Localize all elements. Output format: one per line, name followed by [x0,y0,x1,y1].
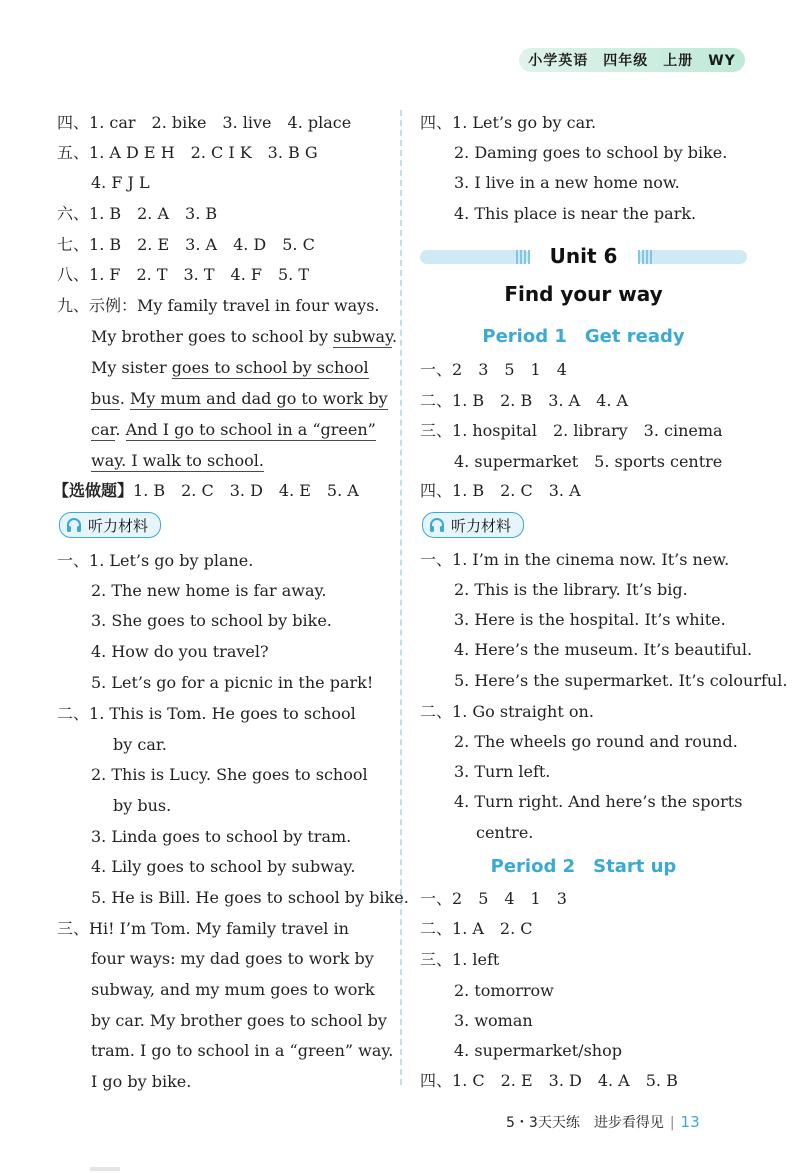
p2-answer-1: 一、2 5 4 1 3 [420,889,567,908]
q9-line-5: car. And I go to school in a “green” [91,420,376,439]
book-info-tag: 小学英语 四年级 上册 WY [519,48,745,72]
bottom-edge-mark [90,1167,120,1171]
footer-brand: 5・3天天练 进步看得见 [506,1115,664,1131]
answer-q6: 六、1. B 2. A 3. B [57,204,218,223]
q4-item-1: 1. car [89,113,136,132]
answer-r4: 四、1. Let’s go by car. [420,113,597,132]
listening-r1: 一、1. I’m in the cinema now. It’s new. [420,550,730,569]
q4-item-2: 2. bike [151,113,207,132]
period-1-title: Period 1 Get ready [482,326,685,347]
listening-q2-item-4: 4. Lily goes to school by subway. [91,857,356,876]
listening-q2-item-5: 5. He is Bill. He goes to school by bike. [91,888,409,907]
listening-q1-item-5: 5. Let’s go for a picnic in the park! [91,673,374,692]
q9-line-2: My brother goes to school by subway. [91,327,398,346]
listening-q2-item-2-cont: by bus. [113,796,172,815]
answer-r4-item-4: 4. This place is near the park. [454,204,697,223]
page-number: 13 [680,1113,700,1131]
listening-q1-item-3: 3. She goes to school by bike. [91,611,332,630]
listening-q3-line-3: subway, and my mum goes to work [91,980,375,999]
page-footer [506,1112,700,1132]
unit-title: Unit 6 [549,244,618,268]
listening-r2-item-4-cont: centre. [476,823,534,842]
listening-q3-line-2: four ways: my dad goes to work by [91,949,374,968]
listening-r2: 二、1. Go straight on. [420,702,594,721]
listening-r2-item-2: 2. The wheels go round and round. [454,732,738,751]
listening-q1-item-4: 4. How do you travel? [91,642,269,661]
p2-answer-4: 四、1. C 2. E 3. D 4. A 5. B [420,1071,678,1090]
answer-q5-cont: 4. F J L [91,173,150,192]
listening-q3-line-5: tram. I go to school in a “green” way. [91,1041,394,1060]
listening-q1-item-2: 2. The new home is far away. [91,581,327,600]
q9-line-6: way. I walk to school. [91,451,264,470]
footer-separator: | [669,1115,675,1131]
p1-answer-4: 四、1. B 2. C 3. A [420,481,581,500]
answer-r4-item-2: 2. Daming goes to school by bike. [454,143,728,162]
listening-q2-item-3: 3. Linda goes to school by tram. [91,827,352,846]
listening-q3-line-4: by car. My brother goes to school by [91,1011,387,1030]
headphones-icon [429,517,445,533]
listening-r1-item-5: 5. Here’s the supermarket. It’s colourful. [454,671,788,690]
listening-r2-item-4: 4. Turn right. And here’s the sports [454,792,743,811]
period-2-title: Period 2 Start up [490,856,677,877]
column-divider [400,110,402,1085]
answer-q5: 五、1. A D E H 2. C I K 3. B G [57,143,318,162]
p1-answer-3-cont: 4. supermarket 5. sports centre [454,452,723,471]
p1-answer-3: 三、1. hospital 2. library 3. cinema [420,421,723,440]
q4-item-3: 3. live [222,113,272,132]
listening-r1-item-3: 3. Here is the hospital. It’s white. [454,610,726,629]
listening-q3: 三、Hi! I’m Tom. My family travel in [57,919,349,938]
answer-q8: 八、1. F 2. T 3. T 4. F 5. T [57,265,309,284]
q9-line-3: My sister goes to school by school [91,358,369,377]
listening-q2-item-1-cont: by car. [113,735,167,754]
p1-answer-1: 一、2 3 5 1 4 [420,360,567,379]
answer-q7: 七、1. B 2. E 3. A 4. D 5. C [57,235,315,254]
listening-r2-item-3: 3. Turn left. [454,762,551,781]
p2-answer-3-item-3: 3. woman [454,1011,533,1030]
listening-q2-item-2: 2. This is Lucy. She goes to school [91,765,368,784]
unit-banner [420,246,747,268]
q9-line-4: bus. My mum and dad go to work by [91,389,388,408]
answer-q4: 四、1. car 2. bike 3. live 4. place [57,113,352,132]
headphones-icon [66,517,82,533]
listening-q3-line-6: I go by bike. [91,1072,192,1091]
p2-answer-3-item-4: 4. supermarket/shop [454,1041,622,1060]
listening-r1-item-4: 4. Here’s the museum. It’s beautiful. [454,640,753,659]
answer-optional: 【选做题】1. B 2. C 3. D 4. E 5. A [53,481,359,500]
listening-q2: 二、1. This is Tom. He goes to school [57,704,356,723]
p1-answer-2: 二、1. B 2. B 3. A 4. A [420,391,629,410]
listening-r1-item-2: 2. This is the library. It’s big. [454,580,688,599]
answer-q9: 九、示例：My family travel in four ways. [57,296,380,315]
answer-r4-item-3: 3. I live in a new home now. [454,173,680,192]
listening-material-label: 听力材料 [59,512,161,538]
p2-answer-3: 三、1. left [420,950,500,969]
listening-q1: 一、1. Let’s go by plane. [57,551,254,570]
unit-subtitle: Find your way [504,282,663,306]
q4-item-4: 4. place [287,113,352,132]
listening-material-label-right: 听力材料 [422,512,524,538]
p2-answer-2: 二、1. A 2. C [420,919,533,938]
p2-answer-3-item-2: 2. tomorrow [454,981,554,1000]
